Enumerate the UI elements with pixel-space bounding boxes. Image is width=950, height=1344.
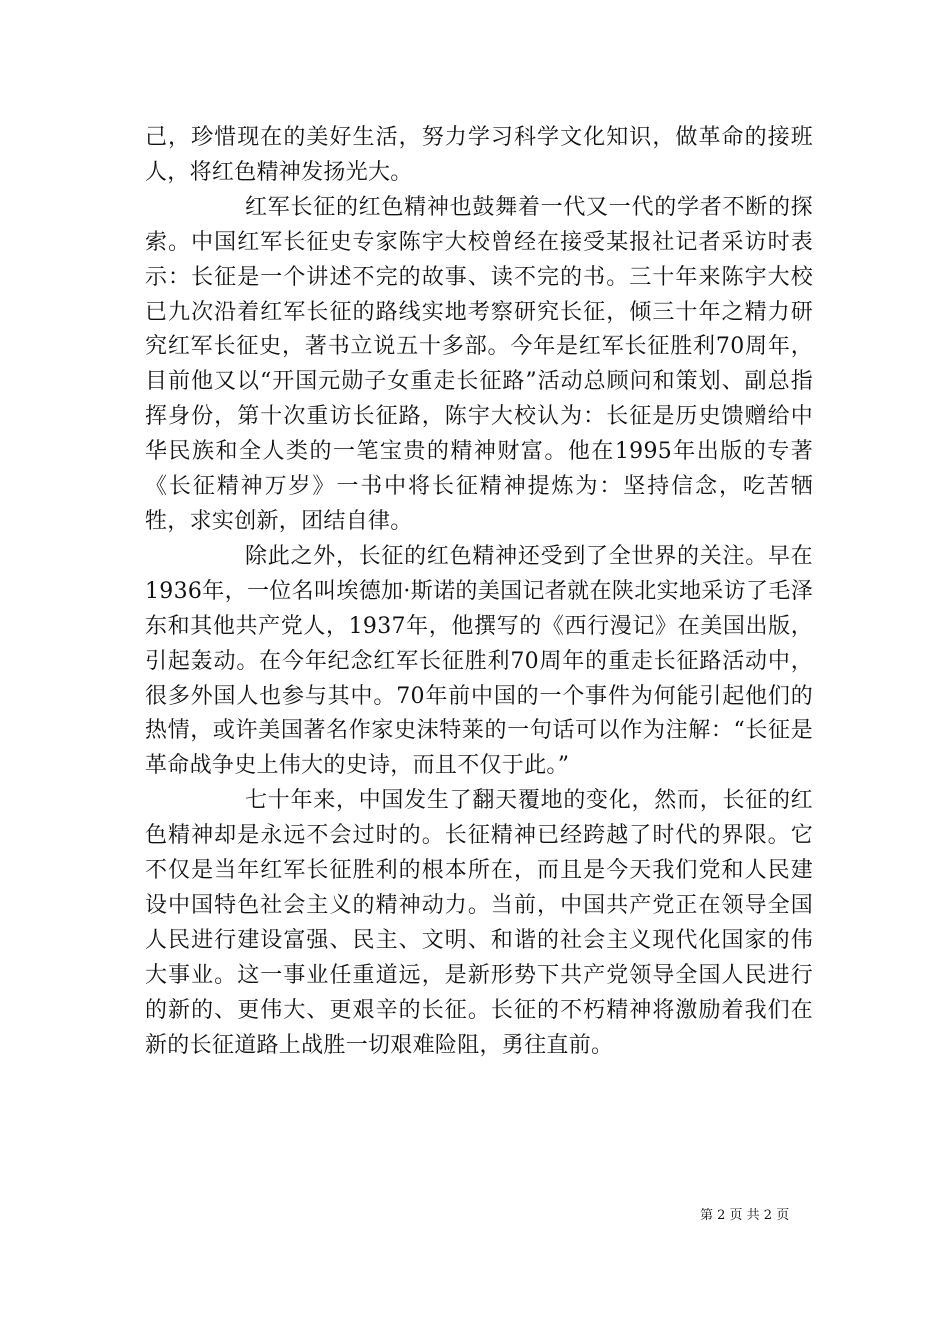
paragraph-scholars: 红军长征的红色精神也鼓舞着一代又一代的学者不断的探索。中国红军长征史专家陈宇大校曾经在接受某报社记者采访时表示：长征是一个讲述不完的故事、读不完的书。三十年来陈宇大校已九次沿着红军长征的路线实地考察研究长征，倾三十年之精力研究红军长征史，著书立说五十多部。今年是红军长征胜利70周年，目前他又以“开国元勋子女重走长征路”活动总顾问和策划、副总指挥身份，第十次重访长征路，陈宇大校认为：长征是历史馈赠给中华民族和全人类的一笔宝贵的精神财富。他在1995年出版的专著《长征精神万岁》一书中将长征精神提炼为：坚持信念，吃苦牺牲，求实创新，团结自律。	[145, 194, 813, 534]
document-body	[145, 121, 813, 1063]
page-number: 第 2 页 共 2 页	[700, 1208, 790, 1223]
paragraph-world-attention: 除此之外，长征的红色精神还受到了全世界的关注。早在1936年，一位名叫埃德加·斯诺的美国记者就在陕北实地采访了毛泽东和其他共产党人，1937年，他撰写的《西行漫记》在美国出版，引起轰动。在今年纪念红军长征胜利70周年的重走长征路活动中，很多外国人也参与其中。70年前中国的一个事件为何能引起他们的热情，或许美国著名作家史沫特莱的一句话可以作为注解：“长征是革命战争史上伟大的史诗，而且不仅于此。”	[145, 543, 813, 779]
paragraph-continuation: 己，珍惜现在的美好生活，努力学习科学文化知识，做革命的接班人，将红色精神发扬光大。	[145, 125, 813, 185]
paragraph-seventy-years: 七十年来，中国发生了翻天覆地的变化，然而，长征的红色精神却是永远不会过时的。长征精神已经跨越了时代的界限。它不仅是当年红军长征胜利的根本所在，而且是今天我们党和人民建设中国特色社会主义的精神动力。当前，中国共产党正在领导全国人民进行建设富强、民主、文明、和谐的社会主义现代化国家的伟大事业。这一事业任重道远，是新形势下共产党领导全国人民进行的新的、更伟大、更艰辛的长征。长征的不朽精神将激励着我们在新的长征道路上战胜一切艰难险阻，勇往直前。	[145, 788, 813, 1058]
